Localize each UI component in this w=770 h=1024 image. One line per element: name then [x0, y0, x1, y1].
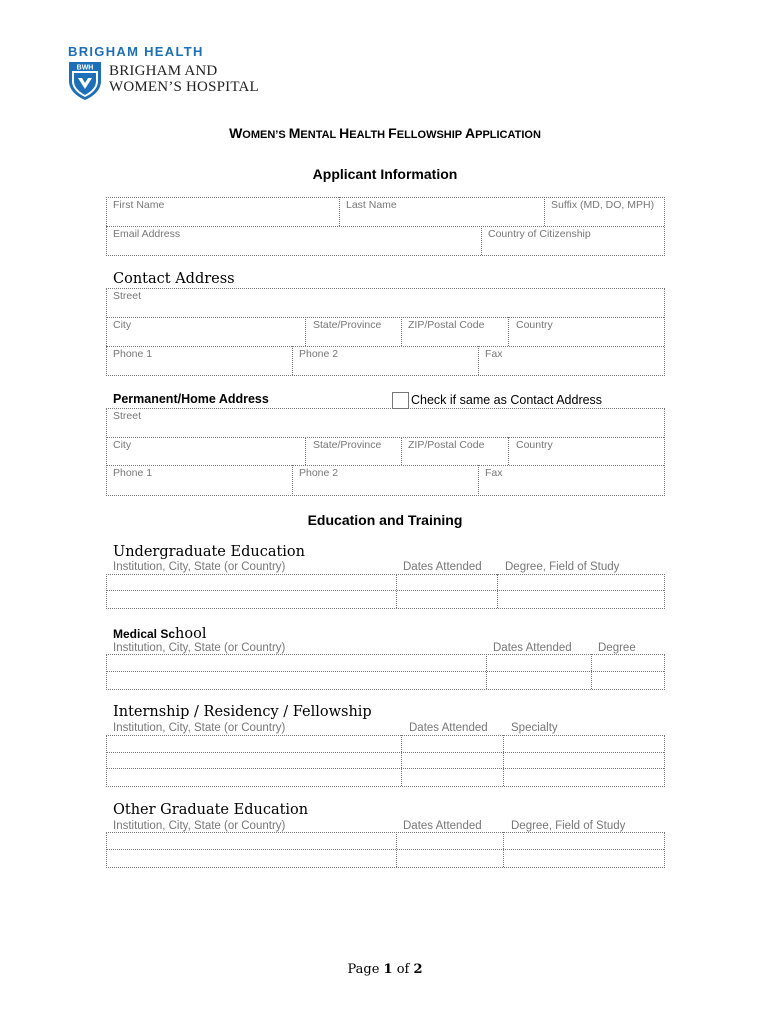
medical-row2-institution[interactable] [107, 672, 486, 688]
contact-phone2-field[interactable]: Phone 2 [299, 348, 339, 360]
permanent-city-field[interactable]: City [113, 439, 132, 451]
hospital-name-line2: WOMEN’S HOSPITAL [109, 79, 259, 95]
suffix-field[interactable]: Suffix (MD, DO, MPH) [551, 199, 655, 211]
medical-col-dates: Dates Attended [493, 642, 572, 654]
medical-row1-institution[interactable] [107, 655, 486, 671]
internship-row3-institution[interactable] [107, 769, 401, 785]
undergrad-col-dates: Dates Attended [403, 561, 482, 573]
contact-zip-field[interactable]: ZIP/Postal Code [408, 319, 485, 331]
undergrad-col-degree: Degree, Field of Study [505, 561, 620, 573]
internship-col-dates: Dates Attended [409, 722, 488, 734]
same-as-contact-checkbox[interactable] [392, 392, 409, 409]
medical-col-institution: Institution, City, State (or Country) [113, 642, 286, 654]
medical-col-degree: Degree [598, 642, 636, 654]
permanent-zip-field[interactable]: ZIP/Postal Code [408, 439, 485, 451]
undergrad-heading: Undergraduate Education [113, 544, 305, 560]
brand-name: BRIGHAM HEALTH [68, 44, 204, 59]
contact-fax-field[interactable]: Fax [485, 348, 503, 360]
permanent-phone2-field[interactable]: Phone 2 [299, 467, 339, 479]
permanent-fax-field[interactable]: Fax [485, 467, 503, 479]
contact-state-field[interactable]: State/Province [313, 319, 382, 331]
same-as-contact-label: Check if same as Contact Address [411, 393, 603, 407]
page-number: Page 1 of 2 [347, 962, 423, 977]
document-title: WOMEN’S MENTAL HEALTH FELLOWSHIP APPLICATION [229, 125, 541, 141]
hospital-name-line1: BRIGHAM AND [109, 63, 218, 79]
email-field[interactable]: Email Address [113, 228, 181, 240]
undergrad-row2-institution[interactable] [107, 591, 396, 607]
internship-row2-institution[interactable] [107, 753, 401, 768]
internship-col-institution: Institution, City, State (or Country) [113, 722, 286, 734]
medical-school-heading: Medical School [113, 626, 207, 642]
contact-phone1-field[interactable]: Phone 1 [113, 348, 153, 360]
undergrad-col-institution: Institution, City, State (or Country) [113, 561, 286, 573]
other-row2-institution[interactable] [107, 850, 396, 866]
hospital-name [109, 63, 259, 95]
contact-city-field[interactable]: City [113, 319, 132, 331]
permanent-address-heading: Permanent/Home Address [113, 392, 269, 406]
first-name-field[interactable]: First Name [113, 199, 165, 211]
internship-col-specialty: Specialty [511, 722, 558, 734]
last-name-field[interactable]: Last Name [346, 199, 397, 211]
permanent-phone1-field[interactable]: Phone 1 [113, 467, 153, 479]
other-grad-heading: Other Graduate Education [113, 802, 309, 818]
education-heading: Education and Training [307, 512, 463, 528]
contact-address-heading: Contact Address [113, 271, 235, 287]
contact-address-table [106, 288, 665, 376]
other-col-degree: Degree, Field of Study [511, 820, 626, 832]
other-row1-institution[interactable] [107, 833, 396, 849]
other-col-institution: Institution, City, State (or Country) [113, 820, 286, 832]
permanent-country-field[interactable]: Country [516, 439, 553, 451]
permanent-address-table [106, 408, 665, 496]
other-col-dates: Dates Attended [403, 820, 482, 832]
undergrad-row1-institution[interactable] [107, 575, 396, 590]
internship-heading: Internship / Residency / Fellowship [113, 704, 372, 720]
contact-country-field[interactable]: Country [516, 319, 553, 331]
applicant-info-heading: Applicant Information [312, 166, 458, 182]
permanent-state-field[interactable]: State/Province [313, 439, 382, 451]
shield-text: BWH [76, 64, 94, 72]
citizenship-field[interactable]: Country of Citizenship [488, 228, 591, 240]
internship-row1-institution[interactable] [107, 736, 401, 752]
permanent-street-field[interactable]: Street [113, 410, 142, 422]
hospital-shield-logo [68, 61, 102, 101]
contact-street-field[interactable]: Street [113, 290, 142, 302]
